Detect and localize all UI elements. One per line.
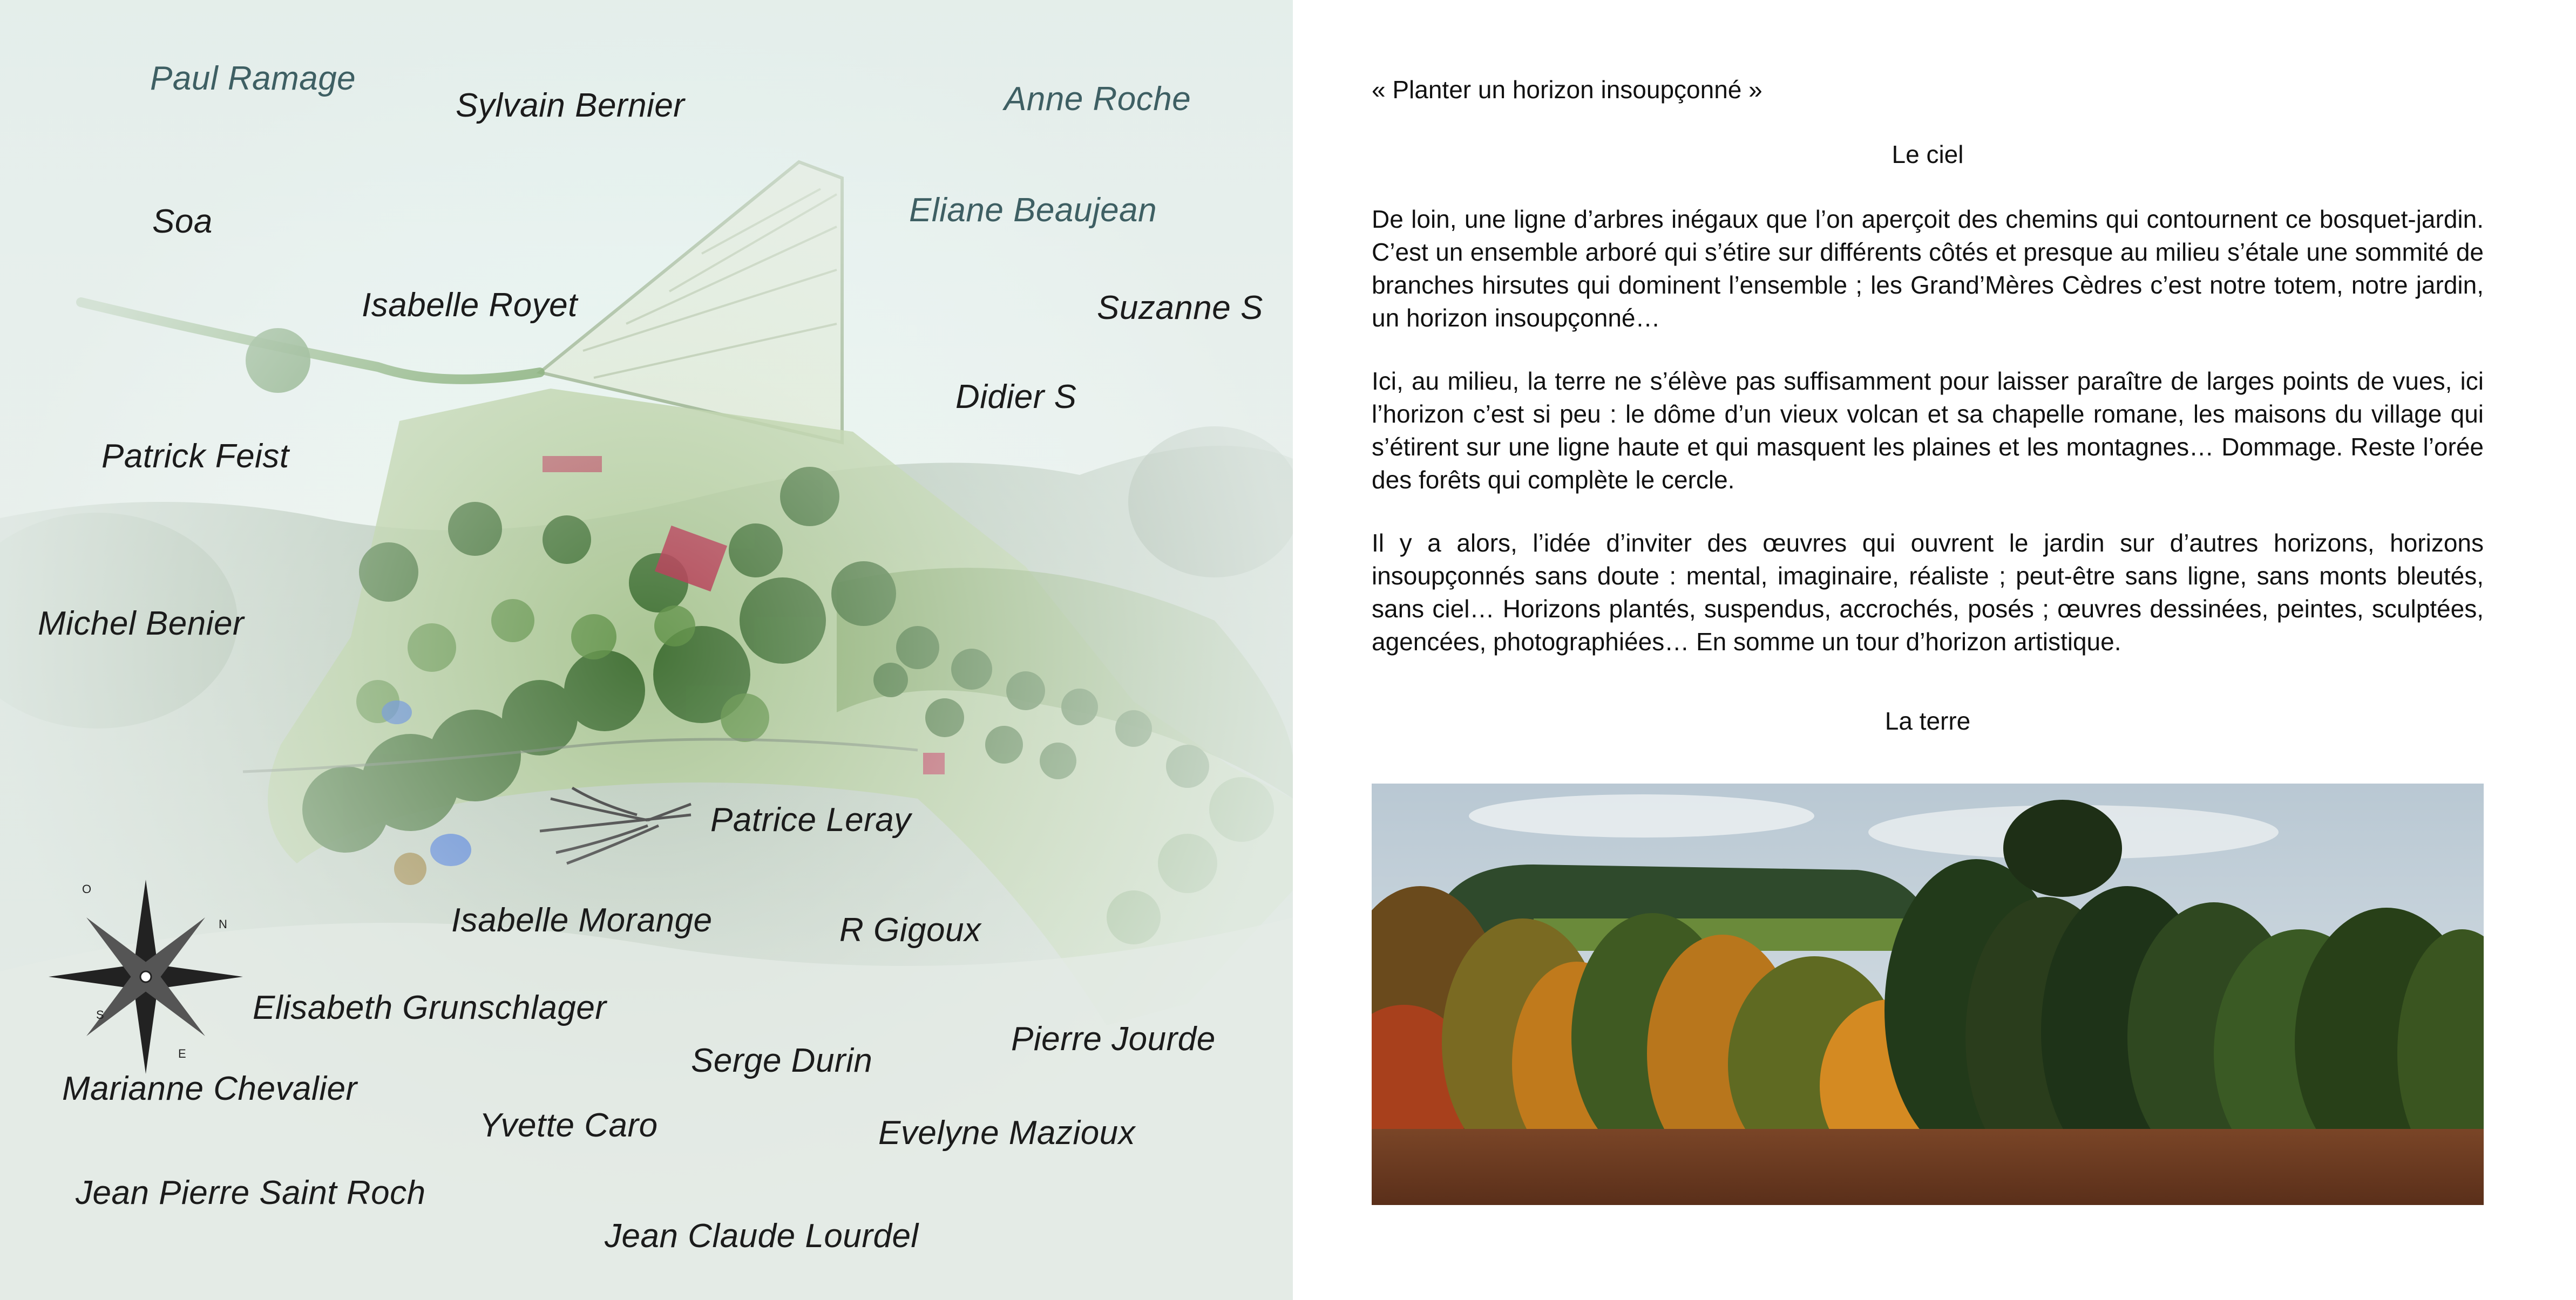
artist-label: Elisabeth Grunschlager <box>253 989 607 1026</box>
paragraph: De loin, une ligne d’arbres inégaux que l’on aperçoit des chemins qui contournent ce bosquet-jardin. C’est un ensemble arboré qui s’étire sur différents côtés et presque au milieu s’étale une sommité de branches hirsutes qui dominent l’ensemble ; les Grand’Mères Cèdres c’est notre totem, notre jardin, un horizon insoupçonné… <box>1372 205 2484 332</box>
compass-letter-e: E <box>178 1047 186 1060</box>
compass-letter-s: S <box>96 1008 104 1022</box>
artist-label: Marianne Chevalier <box>62 1070 357 1107</box>
artist-label: Sylvain Bernier <box>456 87 685 124</box>
artist-label: Patrice Leray <box>710 801 911 839</box>
paragraph: Ici, au milieu, la terre ne s’élève pas suffisamment pour laisser paraître de larges points de vues, ici l’horizon c’est si peu : le dôme d’un vieux volcan et sa chapelle romane, les maisons du village qui s’étirent sur une ligne haute et qui masquent les plaines et les montagnes… Dommage. Reste l’orée des forêts qui complète le cercle. <box>1372 367 2484 494</box>
compass-letter-o: O <box>82 882 92 896</box>
artist-label: Jean Claude Lourdel <box>605 1217 919 1255</box>
artist-label: Michel Benier <box>38 605 245 642</box>
page-title: « Planter un horizon insoupçonné » <box>1372 76 1762 104</box>
artist-label: Soa <box>152 203 213 240</box>
ploughed-field <box>1372 1129 2484 1205</box>
artist-label: Isabelle Royet <box>362 287 578 324</box>
artist-label: Patrick Feist <box>101 438 289 475</box>
artist-label: R Gigoux <box>839 911 981 949</box>
artist-label: Didier S <box>955 378 1077 416</box>
artist-label: Eliane Beaujean <box>909 192 1157 229</box>
artist-label: Anne Roche <box>1004 80 1191 118</box>
text-page <box>1293 0 2576 1300</box>
artist-label: Pierre Jourde <box>1011 1020 1216 1058</box>
landscape-photo <box>1372 784 2484 1205</box>
artist-label: Serge Durin <box>691 1042 873 1079</box>
artist-label: Yvette Caro <box>479 1107 658 1144</box>
paragraph: Il y a alors, l’idée d’inviter des œuvres qui ouvrent le jardin sur d’autres horizons, horizons insoupçonnés sans doute : mental, imaginaire, réaliste ; peut-être sans ligne, sans monts bleutés, sans ciel… Horizons plantés, suspendus, accrochés, posés ; œuvres dessinées, peintes, sculptées, agencées, photographiées… En somme un tour d’horizon artistique. <box>1372 529 2484 656</box>
section-heading-earth: La terre <box>1884 707 1971 735</box>
artist-label: Suzanne S <box>1097 289 1263 326</box>
artist-label: Paul Ramage <box>150 60 356 97</box>
compass-letter-n: N <box>219 917 227 931</box>
section-heading-sky: Le ciel <box>1892 140 1964 168</box>
artist-label: Isabelle Morange <box>451 902 713 939</box>
artist-label: Evelyne Mazioux <box>878 1114 1136 1152</box>
artist-label: Jean Pierre Saint Roch <box>76 1174 426 1211</box>
